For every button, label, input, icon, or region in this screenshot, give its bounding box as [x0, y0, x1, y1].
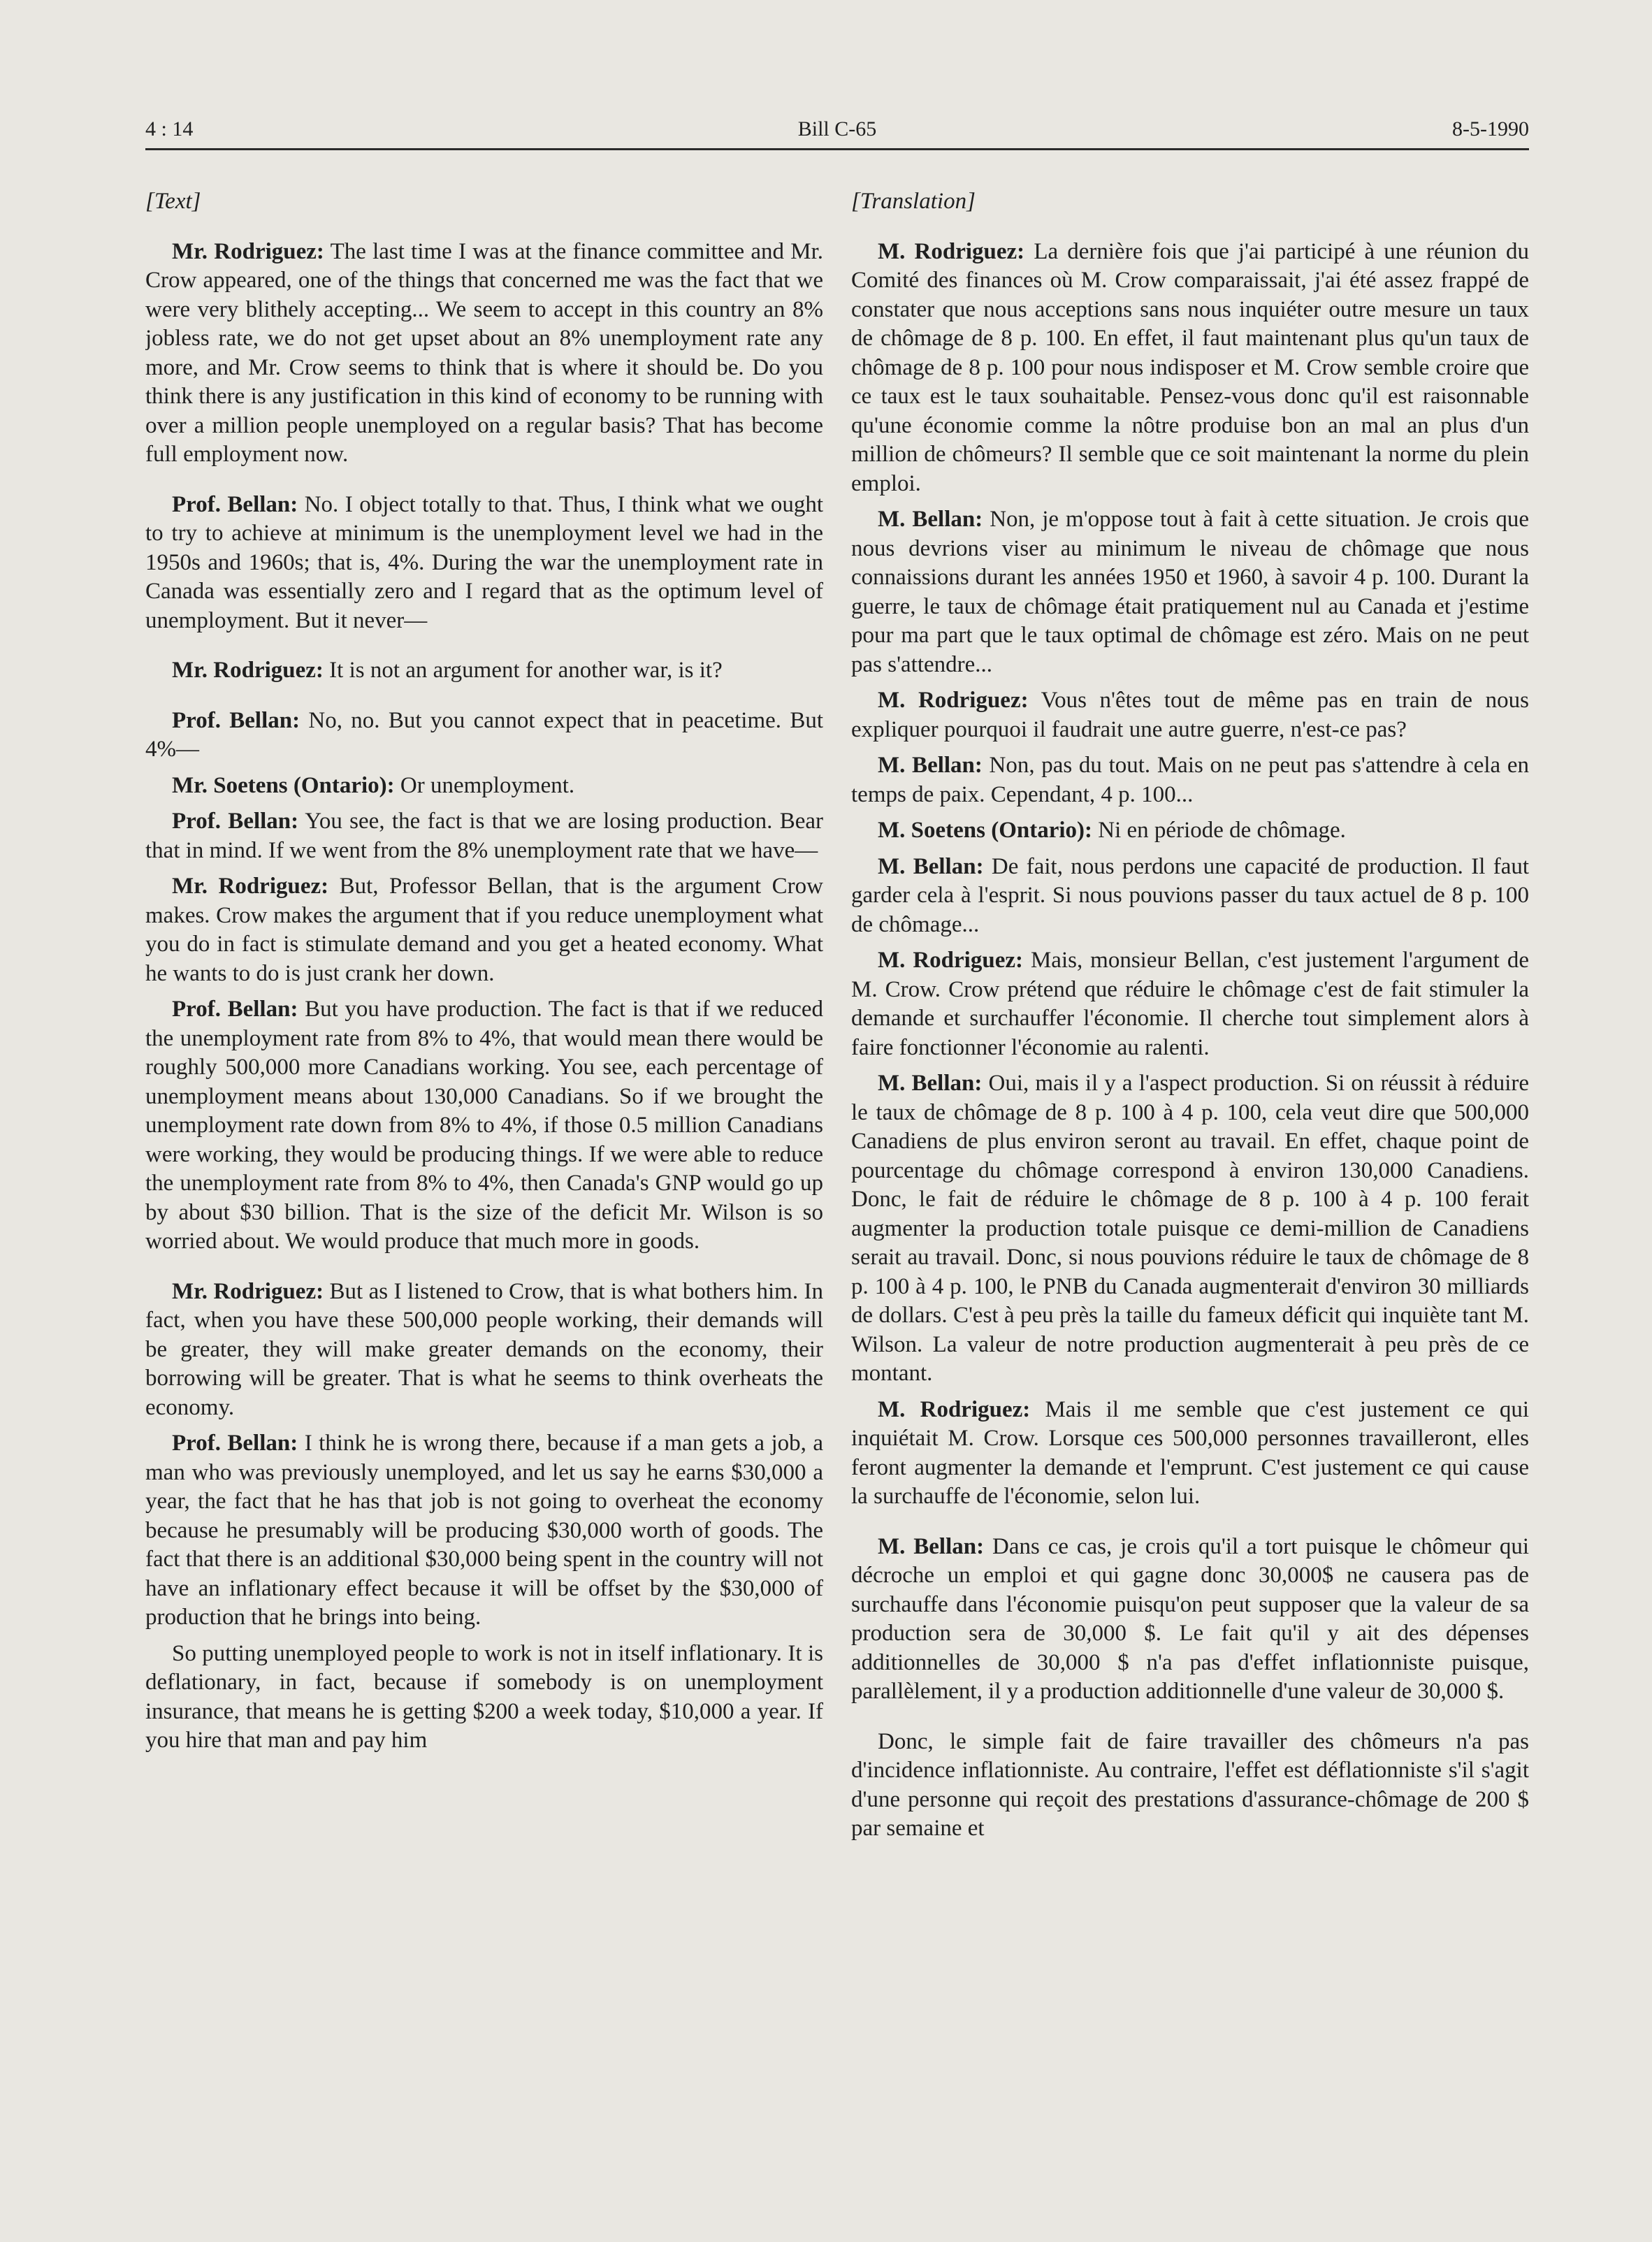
paragraph [145, 872, 823, 988]
paragraph [851, 505, 1529, 679]
paragraph-text: De fait, nous perdons une capacité de production. Il faut garder cela à l'esprit. Si nous pouvions passer du taux actuel de 8 p. 100 de chômage... [851, 853, 1529, 937]
paragraph [851, 1069, 1529, 1389]
paragraph-text: Non, pas du tout. Mais on ne peut pas s'attendre à cela en temps de paix. Cependant, 4 p. 100... [851, 753, 1529, 807]
paragraph-text: Dans ce cas, je crois qu'il a tort puisque le chômeur qui décroche un emploi et qui gagne donc 30,000$ ne causera pas de surchauffe dans l'économie puisqu'on peut supposer que la valeur de sa production sera de 30,000 $. Le fait qu'il y ait des dépenses additionnelles de 30,000 $ n'a pas d'effet inflationniste puisque, parallèlement, il y a production additionnelle d'une valeur de 30,000 $. [851, 1533, 1529, 1704]
speaker-name: M. Soetens (Ontario): [878, 818, 1093, 843]
speaker-name: M. Bellan: [878, 1071, 983, 1096]
speaker-name: M. Rodriguez: [878, 948, 1023, 973]
paragraph-text: But as I listened to Crow, that is what bothers him. In fact, when you have these 500,000 people working, their demands will be greater, they will make greater demands on the economy, their borrowing will be greater. That is what he seems to think overheats the economy. [145, 1278, 823, 1420]
speaker-name: M. Rodriguez: [878, 238, 1025, 264]
paragraph [145, 238, 823, 470]
paragraph-text: But you have production. The fact is that if we reduced the unemployment rate from 8% to 4%, that would mean there would be roughly 500,000 more Canadians working. You see, each percentage of unemployment means about 130,000 Canadians. So if we brought the unemployment rate down from 8% to 4%, if those 0.5 million Canadians were working, they would be producing things. If we were able to reduce the unemployment rate from 8% to 4%, then Canada's GNP would go up by about $30 billion. That is the size of the deficit Mr. Wilson is so worried about. We would produce that much more in goods. [145, 997, 823, 1254]
paragraph-text: Donc, le simple fait de faire travailler des chômeurs n'a pas d'incidence inflationniste. Au contraire, l'effet est déflationniste s'il s'agit d'une personne qui reçoit des prestations d'assurance-chômage de 200 $ par semaine et [851, 1728, 1529, 1841]
speaker-name: Prof. Bellan: [172, 997, 298, 1022]
paragraph-text: Non, je m'oppose tout à fait à cette situation. Je crois que nous devrions viser au minimum le niveau de chômage que nous connaissions durant les années 1950 et 1960, à savoir 4 p. 100. Durant la guerre, le taux de chômage était pratiquement nul au Canada et j'estime pour ma part que le taux optimal de chômage est zéro. Mais on ne peut pas s'attendre... [851, 507, 1529, 677]
speaker-name: Mr. Rodriguez: [172, 238, 324, 264]
bill-title: Bill C-65 [797, 117, 877, 140]
paragraph-text: Mais, monsieur Bellan, c'est justement l'argument de M. Crow. Crow prétend que réduire le chômage c'est de fait stimuler la demande et surchauffer l'économie. Il cherche tout simplement alors à faire fonctionner l'économie au ralenti. [851, 948, 1529, 1060]
speaker-name: Prof. Bellan: [172, 491, 298, 517]
paragraph [145, 1429, 823, 1633]
paragraph [851, 238, 1529, 499]
paragraph [851, 1533, 1529, 1707]
paragraph [145, 1278, 823, 1423]
header-rule [145, 148, 1529, 150]
paragraph-text: You see, the fact is that we are losing production. Bear that in mind. If we went from the 8% unemployment rate that we have— [145, 809, 823, 863]
paragraph-text: Mais il me semble que c'est justement ce qui inquiétait M. Crow. Lorsque ces 500,000 personnes travailleront, elles feront augmenter la demande et l'emprunt. C'est justement ce qui cause la surchauffe de l'économie, selon lui. [851, 1396, 1529, 1509]
paragraph [145, 807, 823, 865]
paragraph [145, 707, 823, 765]
paragraph [145, 1640, 823, 1756]
paragraph-text: La dernière fois que j'ai participé à une réunion du Comité des finances où M. Crow comparaissait, j'ai été assez frappé de constater que nous acceptions sans nous inquiéter outre mesure un taux de chômage de 8 p. 100. En effet, il faut maintenant plus qu'un taux de chômage de 8 p. 100 pour nous indisposer et M. Crow semble croire que ce taux est le taux souhaitable. Pensez-vous donc qu'il est raisonnable qu'une économie comme la nôtre produise bon an mal an plus d'un million de chômeurs? Il semble que ce soit maintenant la norme du plein emploi. [851, 238, 1529, 496]
speaker-name: M. Bellan: [878, 507, 983, 532]
paragraph-text: It is not an argument for another war, is it? [329, 658, 723, 683]
paragraph-text: Or unemployment. [400, 772, 575, 798]
speaker-name: M. Bellan: [878, 853, 984, 879]
paragraph-text: No, no. But you cannot expect that in peacetime. But 4%— [145, 707, 823, 762]
paragraph-text: Ni en période de chômage. [1098, 818, 1346, 843]
page-number: 4 : 14 [145, 117, 194, 140]
paragraph-text: Oui, mais il y a l'aspect production. Si on réussit à réduire le taux de chômage de 8 p. 100 à 4 p. 100, cela veut dire que 500,000 Canadiens de plus environ seront au travail. En effet, chaque point de pourcentage du chômage correspond à environ 130,000 Canadiens. Donc, le fait de réduire le chômage de 8 p. 100 à 4 p. 100 ferait augmenter la production totale puisque ce demi-million de Canadiens serait au travail. Donc, si nous pouvions réduire le taux de chômage de 8 p. 100 à 4 p. 100, le PNB du Canada augmenterait d'environ 30 milliards de dollars. C'est à peu près la taille du fameux déficit qui inquiète tant M. Wilson. La valeur de notre production augmenterait à peu près de ce montant. [851, 1071, 1529, 1386]
speaker-name: M. Rodriguez: [878, 1396, 1031, 1422]
text-label: [Text] [145, 189, 201, 214]
speaker-name: Mr. Rodriguez: [172, 874, 329, 899]
french-column [851, 187, 1529, 2214]
speaker-name: M. Bellan: [878, 1533, 985, 1559]
page-header [145, 117, 1529, 151]
paragraph [145, 995, 823, 1257]
english-column [145, 187, 823, 2214]
paragraph-text: The last time I was at the finance committee and Mr. Crow appeared, one of the things that concerned me was the fact that we were very blithely accepting... We seem to accept in this country an 8% jobless rate, we do not get upset about an 8% unemployment rate any more, and Mr. Crow seems to think that is where it should be. Do you think there is any justification in this kind of economy to be running with over a million people unemployed on a regular basis? That has become full employment now. [145, 238, 823, 467]
speaker-name: Mr. Rodriguez: [172, 658, 324, 683]
speaker-name: Prof. Bellan: [172, 1431, 298, 1456]
paragraph-text: I think he is wrong there, because if a man gets a job, a man who was previously unemployed, and let us say he earns $30,000 a year, the fact that he has that job is not going to overheat the economy because he presumably will be producing $30,000 worth of goods. The fact that there is an additional $30,000 being spent in the country will not have an inflationary effect because it will be offset by the $30,000 of production that he brings into being. [145, 1431, 823, 1630]
paragraph [851, 751, 1529, 809]
paragraph [851, 946, 1529, 1062]
speaker-name: M. Rodriguez: [878, 688, 1029, 713]
page-date: 8-5-1990 [1452, 117, 1529, 140]
paragraph [851, 816, 1529, 846]
translation-label: [Translation] [851, 189, 976, 214]
paragraph [145, 656, 823, 686]
paragraph [851, 1728, 1529, 1844]
speaker-name: Prof. Bellan: [172, 809, 299, 834]
paragraph-text: But, Professor Bellan, that is the argument Crow makes. Crow makes the argument that if you reduce unemployment what you do in fact is stimulate demand and you get a heated economy. What he wants to do is just crank her down. [145, 874, 823, 986]
paragraph [851, 1396, 1529, 1512]
speaker-name: Mr. Soetens (Ontario): [172, 772, 395, 798]
paragraph-text: So putting unemployed people to work is not in itself inflationary. It is deflationary, in fact, because if somebody is on unemployment insurance, that means he is getting $200 a week today, $10,000 a year. If you hire that man and pay him [145, 1640, 823, 1753]
speaker-name: M. Bellan: [878, 753, 983, 778]
paragraph [145, 772, 823, 801]
paragraph-text: Vous n'êtes tout de même pas en train de nous expliquer pourquoi il faudrait une autre guerre, n'est-ce pas? [851, 688, 1529, 742]
paragraph [851, 686, 1529, 744]
speaker-name: Prof. Bellan: [172, 707, 300, 733]
paragraph [851, 853, 1529, 940]
speaker-name: Mr. Rodriguez: [172, 1278, 324, 1304]
paragraph-text: No. I object totally to that. Thus, I think what we ought to try to achieve at minimum is the unemployment level we had in the 1950s and 1960s; that is, 4%. During the war the unemployment rate in Canada was essentially zero and I regard that as the optimum level of unemployment. But it never— [145, 491, 823, 633]
paragraph [145, 491, 823, 636]
